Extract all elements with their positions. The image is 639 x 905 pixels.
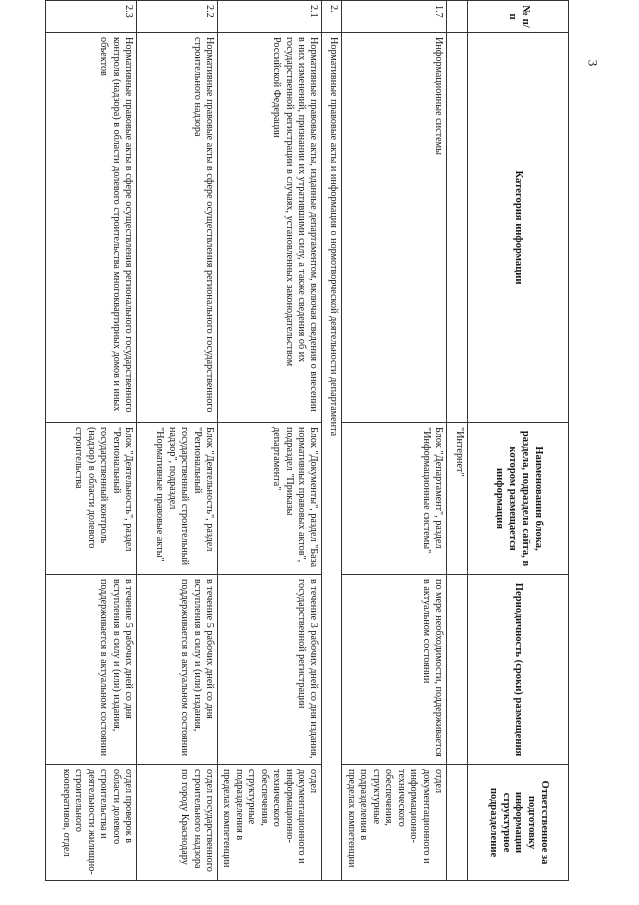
page-number: 3 <box>585 59 601 67</box>
cell-num: 2.1 <box>218 1 323 33</box>
cell-block: Блок "Департамент", раздел "Информационные системы" <box>342 423 447 575</box>
information-table <box>45 0 569 881</box>
table-row <box>447 1 468 881</box>
cell-period <box>447 575 468 765</box>
cell-category <box>447 33 468 423</box>
cell-block: "Интернет" <box>447 423 468 575</box>
table-header-row <box>468 1 569 881</box>
table-row <box>342 1 447 881</box>
cell-num: 1.7 <box>342 1 447 33</box>
table-row <box>137 1 218 881</box>
cell-responsible <box>447 765 468 881</box>
header-responsible: Ответственное за подготовку информации структурное подразделение <box>468 765 569 881</box>
rotated-page-content <box>60 0 569 880</box>
cell-num: 2.3 <box>46 1 137 33</box>
cell-category: Информационные системы <box>342 33 447 423</box>
cell-block: Блок "Документы", раздел "База нормативных правовых актов", подраздел "Приказы департамента" <box>218 423 323 575</box>
section-num: 2. <box>322 1 342 33</box>
header-category: Категория информации <box>468 33 569 423</box>
header-period: Периодичность (сроки) размещения <box>468 575 569 765</box>
cell-period: по мере необходимости, поддерживается в актуальном состоянии <box>342 575 447 765</box>
cell-period: в течение 3 рабочих дней со дня издания, государственной регистрации <box>218 575 323 765</box>
cell-period: в течение 5 рабочих дней со дня вступления в силу и (или) издания, поддерживается в актуальном состоянии <box>46 575 137 765</box>
cell-responsible: отдел документационного и информационно-технического обеспечения, структурные подразделения в пределах компетенции <box>218 765 323 881</box>
table-row <box>46 1 137 881</box>
cell-period: в течение 5 рабочих дней со дня вступления в силу и (или) издания, поддерживается в актуальном состоянии <box>137 575 218 765</box>
cell-responsible: отдел документационного и информационно-технического обеспечения, структурные подразделения в пределах компетенции <box>342 765 447 881</box>
section-row <box>322 1 342 881</box>
cell-block: Блок "Деятельность", раздел "Региональный государственный строительный надзор", подраздел "Нормативные правовые акты" <box>137 423 218 575</box>
cell-category: Нормативные правовые акты в сфере осуществления регионального государственного контроля (надзора) в области долевого строительства многоквартирных домов и иных объектов <box>46 33 137 423</box>
table-row <box>218 1 323 881</box>
section-title: Нормативные правовые акты и информация о нормотворческой деятельности департамента <box>322 33 342 881</box>
header-block: Наименования блока, раздела, подраздела сайта, в котором размещается информация <box>468 423 569 575</box>
cell-category: Нормативные правовые акты в сфере осуществления регионального государственного строительного надзора <box>137 33 218 423</box>
header-num: № п/п <box>468 1 569 33</box>
cell-num: 2.2 <box>137 1 218 33</box>
cell-block: Блок "Деятельность", раздел "Региональный государственный контроль (надзор) в области долевого строительства <box>46 423 137 575</box>
cell-responsible: отдел проверок в области долевого строительства и деятельности жилищно-строительного кооперативов, отдел <box>46 765 137 881</box>
cell-responsible: отдел государственного строительного надзора по городу Краснодару <box>137 765 218 881</box>
cell-category: Нормативные правовые акты, изданные департаментом, включая сведения о внесении в них изменений, признании их утратившими силу, а также сведения об их государственной регистрации в случаях, установленных законодательством Российской Федерации <box>218 33 323 423</box>
cell-num <box>447 1 468 33</box>
